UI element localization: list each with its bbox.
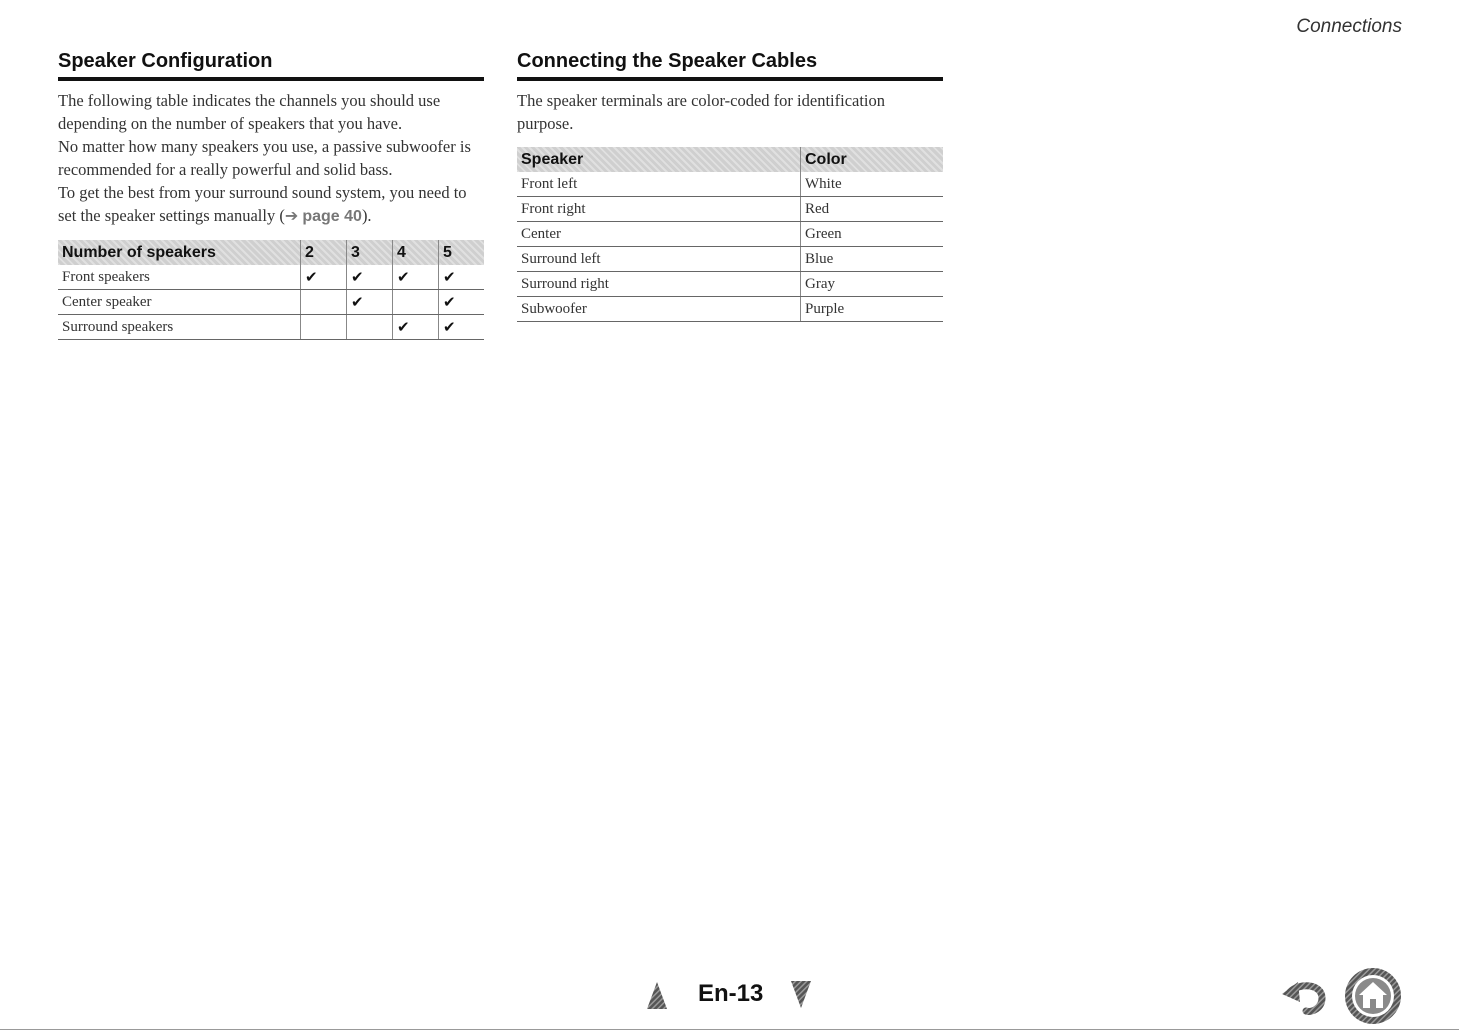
checkmark-icon: ✔: [443, 317, 456, 336]
config-cell: [347, 290, 393, 315]
speaker-configuration-section: [58, 50, 484, 340]
table-row: [517, 172, 943, 197]
table-row: [517, 247, 943, 272]
section-label: Connections: [1296, 16, 1402, 37]
config-cell: [347, 315, 393, 340]
color-header-speaker: Speaker: [517, 147, 801, 172]
config-header-count: 4: [393, 240, 439, 265]
page-40-link[interactable]: page 40: [302, 208, 362, 225]
table-row: [517, 297, 943, 322]
config-row-label: Center speaker: [58, 290, 301, 315]
speaker-name-cell: Front left: [517, 172, 801, 197]
config-header-count: 3: [347, 240, 393, 265]
speaker-color-table: [517, 147, 943, 322]
config-paragraph-3: [58, 181, 484, 228]
config-table-header-row: [58, 240, 484, 265]
config-paragraph-3-text: To get the best from your surround sound system, you need to set the speaker settings manually (: [58, 183, 467, 225]
triangle-up-icon[interactable]: [646, 980, 668, 1010]
checkmark-icon: ✔: [397, 317, 410, 336]
checkmark-icon: ✔: [443, 267, 456, 286]
checkmark-icon: ✔: [443, 292, 456, 311]
config-header-count: 5: [439, 240, 485, 265]
config-row-label: Front speakers: [58, 265, 301, 290]
config-cell: [301, 265, 347, 290]
config-cell: [301, 315, 347, 340]
config-paragraph-1: The following table indicates the channels you should use depending on the number of speakers that you have.: [58, 91, 441, 133]
triangle-down-icon[interactable]: [790, 980, 812, 1010]
table-row: [517, 272, 943, 297]
table-row: [517, 222, 943, 247]
color-table-header-row: [517, 147, 943, 172]
speaker-cables-section: [517, 50, 943, 322]
config-cell: [301, 290, 347, 315]
checkmark-icon: ✔: [351, 292, 364, 311]
bottom-rule: [0, 1029, 1459, 1030]
table-row: [517, 197, 943, 222]
speaker-color-cell: Purple: [801, 297, 944, 322]
back-arrow-icon[interactable]: [1280, 978, 1330, 1018]
checkmark-icon: ✔: [305, 267, 318, 286]
speaker-name-cell: Front right: [517, 197, 801, 222]
page-footer: [0, 978, 1459, 1018]
speaker-config-table: [58, 240, 484, 340]
config-cell: [347, 265, 393, 290]
arrow-right-icon: ➔: [284, 208, 299, 225]
config-paragraph-2: No matter how many speakers you use, a passive subwoofer is recommended for a really powerful and solid bass.: [58, 137, 471, 179]
speaker-color-cell: White: [801, 172, 944, 197]
page-number: En-13: [698, 980, 764, 1007]
config-header-label: Number of speakers: [58, 240, 301, 265]
speaker-color-cell: Red: [801, 197, 944, 222]
table-row: [58, 265, 484, 290]
config-paragraph-3-end: ).: [361, 206, 372, 225]
config-row-label: Surround speakers: [58, 315, 301, 340]
speaker-name-cell: Surround right: [517, 272, 801, 297]
checkmark-icon: ✔: [397, 267, 410, 286]
table-row: [58, 290, 484, 315]
config-cell: [393, 315, 439, 340]
speaker-color-cell: Gray: [801, 272, 944, 297]
speaker-name-cell: Center: [517, 222, 801, 247]
home-icon[interactable]: [1343, 966, 1403, 1026]
config-cell: [393, 265, 439, 290]
config-cell: [439, 315, 485, 340]
config-cell: [439, 290, 485, 315]
speaker-color-cell: Green: [801, 222, 944, 247]
speaker-name-cell: Surround left: [517, 247, 801, 272]
color-header-color: Color: [801, 147, 944, 172]
speaker-color-cell: Blue: [801, 247, 944, 272]
speaker-cables-title: Connecting the Speaker Cables: [517, 50, 943, 81]
table-row: [58, 315, 484, 340]
speaker-configuration-title: Speaker Configuration: [58, 50, 484, 81]
config-cell: [393, 290, 439, 315]
cables-paragraph: The speaker terminals are color-coded for identification purpose.: [517, 91, 886, 133]
config-header-count: 2: [301, 240, 347, 265]
config-cell: [439, 265, 485, 290]
checkmark-icon: ✔: [351, 267, 364, 286]
speaker-name-cell: Subwoofer: [517, 297, 801, 322]
